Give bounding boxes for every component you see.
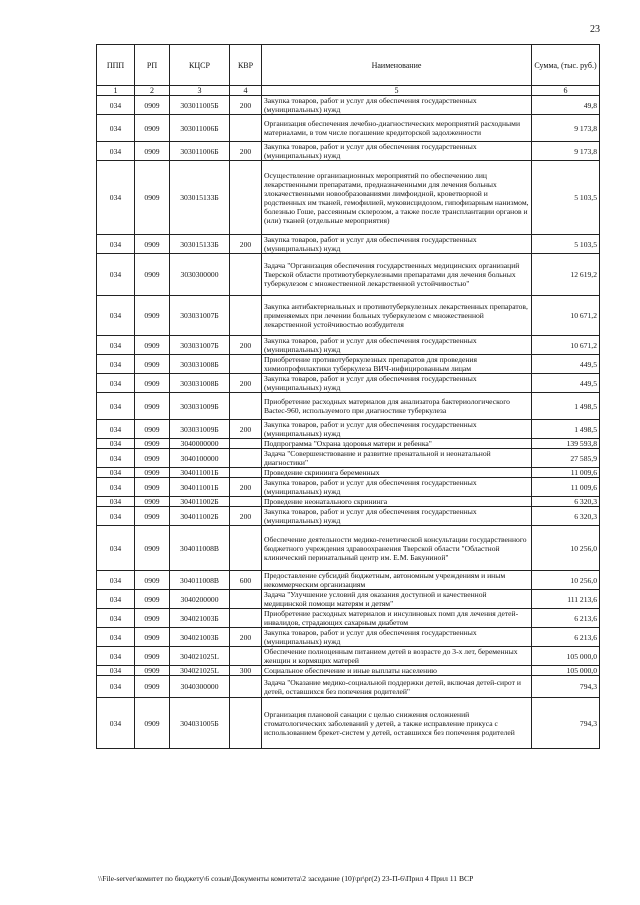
cell-kcsr: 304011001Б [170, 468, 230, 478]
cell-kcsr: 304011002Б [170, 497, 230, 507]
cell-name: Организация плановой санации с целью снижения осложнений стоматологических заболеваний у детей, а также исправление прикуса с использованием брекет-систем у детей, оставшихся без попечения родителей [262, 698, 532, 749]
column-number-row [97, 86, 600, 96]
cell-kcsr: 3040100000 [170, 449, 230, 468]
cell-ppp: 034 [97, 142, 135, 161]
cell-kvr: 200 [230, 374, 262, 393]
cell-rp: 0909 [135, 497, 170, 507]
cell-kcsr: 3040000000 [170, 439, 230, 449]
cell-sum: 6 213,6 [532, 628, 600, 647]
cell-kcsr: 304021025L [170, 647, 230, 666]
cell-kcsr: 304011002Б [170, 507, 230, 526]
cell-ppp: 034 [97, 420, 135, 439]
cell-ppp: 034 [97, 439, 135, 449]
table-row [97, 468, 600, 478]
cell-name: Задача "Совершенствование и развитие пренатальной и неонатальной диагностики" [262, 449, 532, 468]
cell-kvr [230, 393, 262, 420]
header-kvr: КВР [230, 45, 262, 86]
cell-kcsr: 304011008В [170, 571, 230, 590]
cell-ppp: 034 [97, 628, 135, 647]
cell-rp: 0909 [135, 374, 170, 393]
cell-sum: 6 213,6 [532, 609, 600, 628]
cell-kvr [230, 497, 262, 507]
cell-rp: 0909 [135, 296, 170, 336]
cell-rp: 0909 [135, 609, 170, 628]
cell-sum: 1 498,5 [532, 393, 600, 420]
cell-ppp: 034 [97, 478, 135, 497]
cell-kvr: 200 [230, 628, 262, 647]
table-row [97, 235, 600, 254]
cell-sum: 49,8 [532, 96, 600, 115]
cell-name: Задача "Улучшение условий для оказания доступной и качественной медицинской помощи матерям и детям" [262, 590, 532, 609]
cell-rp: 0909 [135, 628, 170, 647]
table-body [97, 96, 600, 749]
cell-name: Закупка товаров, работ и услуг для обеспечения государственных (муниципальных) нужд [262, 96, 532, 115]
cell-kcsr: 304011008В [170, 526, 230, 571]
cell-kvr: 200 [230, 235, 262, 254]
cell-kvr: 200 [230, 96, 262, 115]
cell-name: Социальное обеспечение и иные выплаты населению [262, 666, 532, 676]
column-number: 3 [170, 86, 230, 96]
cell-name: Закупка товаров, работ и услуг для обеспечения государственных (муниципальных) нужд [262, 235, 532, 254]
cell-kcsr: 304021003Б [170, 609, 230, 628]
cell-kvr [230, 468, 262, 478]
cell-ppp: 034 [97, 161, 135, 235]
cell-kcsr: 3040300000 [170, 676, 230, 698]
cell-rp: 0909 [135, 142, 170, 161]
cell-sum: 10 671,2 [532, 296, 600, 336]
cell-name: Закупка товаров, работ и услуг для обеспечения государственных (муниципальных) нужд [262, 142, 532, 161]
cell-ppp: 034 [97, 526, 135, 571]
table-row [97, 507, 600, 526]
cell-rp: 0909 [135, 698, 170, 749]
cell-kvr [230, 590, 262, 609]
header-name: Наименование [262, 45, 532, 86]
header-kcsr: КЦСР [170, 45, 230, 86]
cell-kcsr: 304011001Б [170, 478, 230, 497]
cell-kcsr: 303031007Б [170, 336, 230, 355]
cell-kcsr: 303011005Б [170, 96, 230, 115]
cell-name: Организация обеспечения лечебно-диагностических мероприятий расходными материалами, в том числе погашение кредиторской задолженности [262, 115, 532, 142]
cell-sum: 11 009,6 [532, 468, 600, 478]
cell-sum: 794,3 [532, 698, 600, 749]
cell-ppp: 034 [97, 590, 135, 609]
cell-kvr [230, 161, 262, 235]
cell-ppp: 034 [97, 468, 135, 478]
cell-ppp: 034 [97, 698, 135, 749]
cell-sum: 10 671,2 [532, 336, 600, 355]
cell-sum: 794,3 [532, 676, 600, 698]
table-row [97, 666, 600, 676]
cell-kvr [230, 698, 262, 749]
cell-name: Приобретение противотуберкулезных препаратов для проведения химиопрофилактики туберкулеза ВИЧ-инфицированным лицам [262, 355, 532, 374]
cell-name: Предоставление субсидий бюджетным, автономным учреждениям и иным некоммерческим организациям [262, 571, 532, 590]
cell-name: Проведение скрининга беременных [262, 468, 532, 478]
cell-sum: 10 256,0 [532, 571, 600, 590]
cell-kcsr: 303015133Б [170, 235, 230, 254]
cell-rp: 0909 [135, 666, 170, 676]
cell-ppp: 034 [97, 497, 135, 507]
cell-rp: 0909 [135, 590, 170, 609]
table-row [97, 254, 600, 296]
cell-rp: 0909 [135, 439, 170, 449]
cell-name: Закупка товаров, работ и услуг для обеспечения государственных (муниципальных) нужд [262, 374, 532, 393]
cell-kvr [230, 439, 262, 449]
cell-kvr: 200 [230, 336, 262, 355]
cell-rp: 0909 [135, 336, 170, 355]
cell-kcsr: 303011006Б [170, 142, 230, 161]
cell-rp: 0909 [135, 526, 170, 571]
header-ppp: ППП [97, 45, 135, 86]
cell-sum: 12 619,2 [532, 254, 600, 296]
header-sum: Сумма, (тыс. руб.) [532, 45, 600, 86]
table-row [97, 142, 600, 161]
cell-kvr: 200 [230, 420, 262, 439]
cell-name: Задача "Организация обеспечения государственных медицинских организаций Тверской области противотуберкулезными препаратами для лечения больных туберкулезом с множественной лекарственной устойчивостью" [262, 254, 532, 296]
cell-sum: 139 593,8 [532, 439, 600, 449]
cell-sum: 5 103,5 [532, 235, 600, 254]
cell-rp: 0909 [135, 449, 170, 468]
cell-ppp: 034 [97, 355, 135, 374]
cell-kcsr: 3030300000 [170, 254, 230, 296]
cell-sum: 6 320,3 [532, 507, 600, 526]
header-rp: РП [135, 45, 170, 86]
table-row [97, 355, 600, 374]
cell-ppp: 034 [97, 609, 135, 628]
cell-kvr [230, 449, 262, 468]
column-number: 5 [262, 86, 532, 96]
cell-ppp: 034 [97, 296, 135, 336]
cell-sum: 449,5 [532, 355, 600, 374]
cell-ppp: 034 [97, 374, 135, 393]
cell-kvr: 200 [230, 507, 262, 526]
cell-kvr [230, 676, 262, 698]
table-row [97, 449, 600, 468]
table-row [97, 497, 600, 507]
column-number: 4 [230, 86, 262, 96]
cell-kcsr: 303011006Б [170, 115, 230, 142]
cell-kvr: 600 [230, 571, 262, 590]
cell-name: Закупка товаров, работ и услуг для обеспечения государственных (муниципальных) нужд [262, 628, 532, 647]
cell-kcsr: 303031009Б [170, 393, 230, 420]
cell-kcsr: 303015133Б [170, 161, 230, 235]
cell-rp: 0909 [135, 507, 170, 526]
cell-name: Закупка товаров, работ и услуг для обеспечения государственных (муниципальных) нужд [262, 507, 532, 526]
cell-sum: 9 173,8 [532, 142, 600, 161]
cell-rp: 0909 [135, 254, 170, 296]
cell-ppp: 034 [97, 449, 135, 468]
cell-sum: 105 000,0 [532, 647, 600, 666]
column-number: 6 [532, 86, 600, 96]
table-row [97, 420, 600, 439]
budget-table [96, 44, 600, 749]
cell-kcsr: 304021003Б [170, 628, 230, 647]
cell-name: Обеспечение полноценным питанием детей в возрасте до 3-х лет, беременных женщин и кормящих матерей [262, 647, 532, 666]
cell-name: Приобретение расходных материалов и инсулиновых помп для лечения детей-инвалидов, страдающих сахарным диабетом [262, 609, 532, 628]
page-number: 23 [590, 24, 600, 35]
cell-name: Закупка товаров, работ и услуг для обеспечения государственных (муниципальных) нужд [262, 420, 532, 439]
cell-sum: 449,5 [532, 374, 600, 393]
cell-rp: 0909 [135, 647, 170, 666]
cell-kvr [230, 526, 262, 571]
cell-kcsr: 303031007Б [170, 296, 230, 336]
cell-sum: 111 213,6 [532, 590, 600, 609]
header-row [97, 45, 600, 86]
cell-kcsr: 3040200000 [170, 590, 230, 609]
column-number: 2 [135, 86, 170, 96]
cell-kvr [230, 115, 262, 142]
cell-name: Закупка товаров, работ и услуг для обеспечения государственных (муниципальных) нужд [262, 478, 532, 497]
cell-sum: 105 000,0 [532, 666, 600, 676]
cell-rp: 0909 [135, 676, 170, 698]
cell-sum: 27 585,9 [532, 449, 600, 468]
cell-kcsr: 303031008Б [170, 355, 230, 374]
cell-ppp: 034 [97, 254, 135, 296]
cell-rp: 0909 [135, 571, 170, 590]
cell-kvr [230, 609, 262, 628]
cell-name: Приобретение расходных материалов для анализатора бактериологического Bactec-960, используемого при диагностике туберкулеза [262, 393, 532, 420]
cell-rp: 0909 [135, 355, 170, 374]
table-row [97, 526, 600, 571]
cell-sum: 6 320,3 [532, 497, 600, 507]
file-path-footer: \\File-server\комитет по бюджету\6 созыв\Документы комитета\2 заседание (10)\pr\pr(2) 23-П-6\Прил 4 Прил 11 ВСР [98, 874, 474, 883]
cell-sum: 10 256,0 [532, 526, 600, 571]
cell-kvr [230, 355, 262, 374]
cell-kvr: 200 [230, 478, 262, 497]
cell-ppp: 034 [97, 393, 135, 420]
table-row [97, 96, 600, 115]
table-row [97, 647, 600, 666]
cell-ppp: 034 [97, 336, 135, 355]
table-row [97, 296, 600, 336]
cell-rp: 0909 [135, 478, 170, 497]
cell-rp: 0909 [135, 420, 170, 439]
cell-name: Задача "Оказание медико-социальной поддержки детей, включая детей-сирот и детей, оставшихся без попечения родителей" [262, 676, 532, 698]
cell-sum: 1 498,5 [532, 420, 600, 439]
cell-ppp: 034 [97, 571, 135, 590]
cell-kcsr: 304021025L [170, 666, 230, 676]
table-row [97, 628, 600, 647]
cell-ppp: 034 [97, 235, 135, 254]
cell-kvr [230, 254, 262, 296]
cell-kvr: 300 [230, 666, 262, 676]
cell-rp: 0909 [135, 161, 170, 235]
cell-rp: 0909 [135, 393, 170, 420]
table-row [97, 478, 600, 497]
cell-ppp: 034 [97, 115, 135, 142]
cell-ppp: 034 [97, 507, 135, 526]
cell-kcsr: 303031009Б [170, 420, 230, 439]
cell-kcsr: 304031005Б [170, 698, 230, 749]
cell-name: Закупка антибактериальных и противотуберкулезных лекарственных препаратов, применяемых при лечении больных туберкулезом с множественной лекарственной устойчивостью возбудителя [262, 296, 532, 336]
cell-sum: 5 103,5 [532, 161, 600, 235]
table-row [97, 374, 600, 393]
table-row [97, 115, 600, 142]
cell-ppp: 034 [97, 96, 135, 115]
cell-ppp: 034 [97, 676, 135, 698]
cell-rp: 0909 [135, 468, 170, 478]
cell-rp: 0909 [135, 235, 170, 254]
table-row [97, 676, 600, 698]
table-row [97, 393, 600, 420]
cell-kvr [230, 296, 262, 336]
table-row [97, 571, 600, 590]
cell-name: Обеспечение деятельности медико-генетической консультации государственного бюджетного учреждения здравоохранения Тверской области "Областной клинический перинатальный центр им. Е.М. Бакуниной" [262, 526, 532, 571]
cell-sum: 9 173,8 [532, 115, 600, 142]
cell-ppp: 034 [97, 647, 135, 666]
table-row [97, 336, 600, 355]
cell-kcsr: 303031008Б [170, 374, 230, 393]
cell-name: Проведение неонатального скрининга [262, 497, 532, 507]
cell-kvr [230, 647, 262, 666]
cell-name: Осуществление организационных мероприятий по обеспечению лиц лекарственными препаратами, предназначенными для лечения больных злокачественными новообразованиями лимфоидной, кроветворной и родственных им тканей, гемофилией, муковисцидозом, гипофизарным нанизмом, болезнью Гоше, рассеянным склерозом, а также после трансплантации органов и (или) тканей (отдельные мероприятия) [262, 161, 532, 235]
table-row [97, 609, 600, 628]
cell-rp: 0909 [135, 96, 170, 115]
cell-sum: 11 009,6 [532, 478, 600, 497]
table-row [97, 439, 600, 449]
cell-kvr: 200 [230, 142, 262, 161]
cell-name: Закупка товаров, работ и услуг для обеспечения государственных (муниципальных) нужд [262, 336, 532, 355]
column-number: 1 [97, 86, 135, 96]
cell-rp: 0909 [135, 115, 170, 142]
table-row [97, 590, 600, 609]
cell-ppp: 034 [97, 666, 135, 676]
table-row [97, 698, 600, 749]
cell-name: Подпрограмма "Охрана здоровья матери и ребенка" [262, 439, 532, 449]
table-row [97, 161, 600, 235]
